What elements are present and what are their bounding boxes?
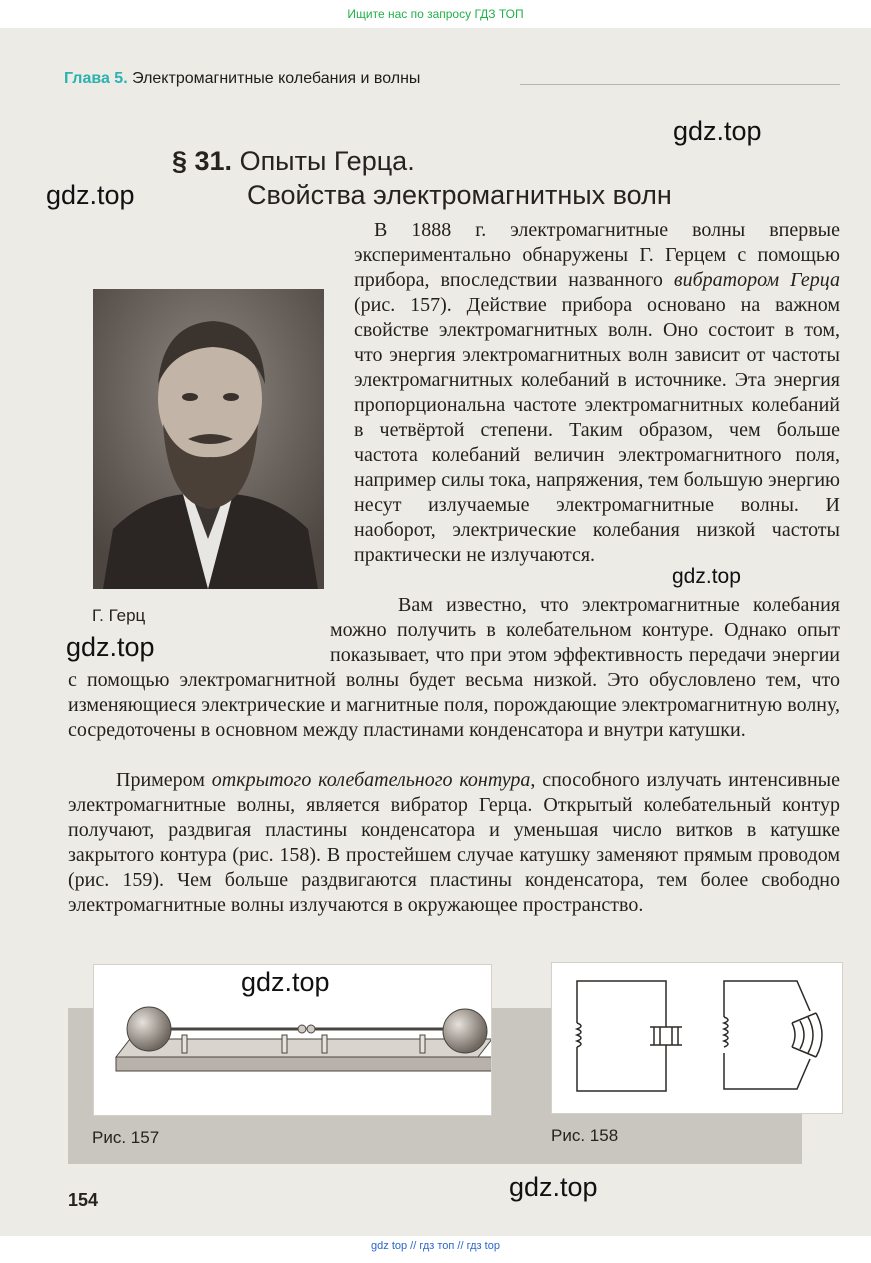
photo-float-spacer [92,218,354,588]
paragraph-3-lead: Примером [116,769,212,791]
paragraph-1-emphasis: вибратором Герца [673,269,840,291]
chapter-label: Глава 5. [64,70,128,87]
paragraph-3 [68,768,840,918]
top-banner[interactable]: Ищите нас по запросу ГДЗ ТОП [0,0,871,28]
watermark-4: gdz.top [66,632,155,662]
paragraph-2 [68,593,840,743]
chapter-header [64,70,420,88]
watermark-6: gdz.top [509,1172,598,1202]
page-number: 154 [68,1190,99,1210]
watermark-5: gdz.top [241,967,330,997]
paragraph-1 [92,218,840,588]
watermark-3: gdz.top [672,565,741,588]
section-title-line1: Опыты Герца. [232,146,415,176]
paragraph-1-lead: В 1888 г. электромагнитные волны впервые экспериментально обнаружены Г. Герцем с помощью прибора, впоследствии названного [354,219,840,291]
header-rule [520,84,840,85]
figure-158-caption: Рис. 158 [551,1126,619,1145]
chapter-title: Электромагнитные колебания и волны [127,70,421,87]
paragraph-2-text: Вам известно, что электромагнитные колебания можно получить в колебательном контуре. Однако опыт показывает, что при этом эффективность передачи энергии с помощью электромагнитной волны будет весьма низкой. Это обусловлено тем, что изменяющиеся электрические и магнитные поля, порождающие электромагнитную волну, сосредоточены в основном между пластинами конденсатора и внутри катушки. [68,594,840,741]
paragraph-3-emphasis: открытого колебательного контура [211,769,531,791]
section-title [172,144,672,212]
watermark-2: gdz.top [46,180,135,210]
figure-158 [551,962,843,1114]
section-title-line2: Свойства электромагнитных волн [247,180,672,210]
section-number: § 31. [172,146,233,176]
footer-links[interactable]: gdz top // гдз топ // гдз top [0,1236,871,1263]
paragraph-3-tail: , способного излучать интенсивные электромагнитные волны, является вибратор Герца. Открытый колебательный контур получают, раздвигая пластины конденсатора и уменьшая число витков в катушке закрытого контура (рис. 158). В простейшем случае катушку заменяют прямым проводом (рис. 159). Чем больше раздвигаются пластины конденсатора, тем более свободно электромагнитные волны излучаются в окружающее пространство. [68,769,840,916]
open-circuit-diagram [552,963,842,1113]
watermark-1: gdz.top [673,116,762,146]
paragraph-1-tail: (рис. 157). Действие прибора основано на важном свойстве электромагнитных волн. Оно состоит в том, что энергия электромагнитных волн зависит от частоты электромагнитных колебаний в источнике. Эта энергия пропорциональна частоте электромагнитных колебаний в четвёртой степени. Таким образом, чем больше частота колебаний величин электромагнитного поля, например силы тока, напряжения, тем большую энергию несут излучаемые электромагнитные волны. И наоборот, электрические колебания низкой частоты практически не излучаются. [354,294,840,566]
photo-caption: Г. Герц [92,606,146,625]
figure-157-caption: Рис. 157 [92,1128,160,1147]
